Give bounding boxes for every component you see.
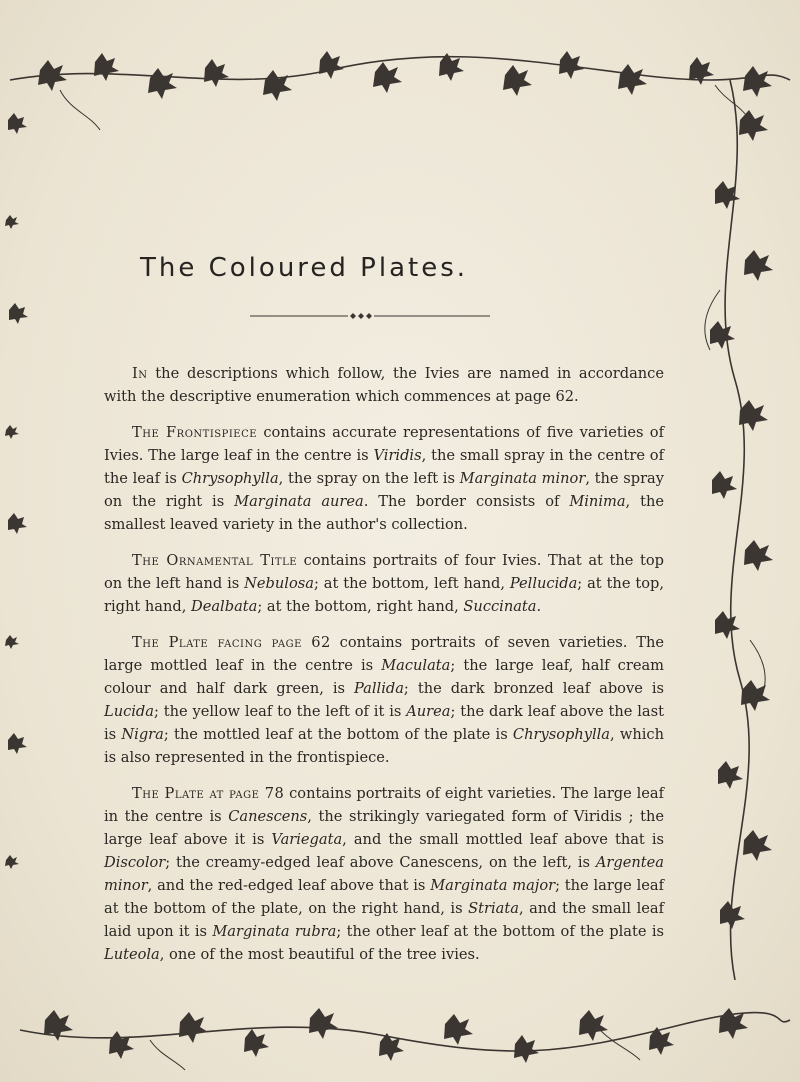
- text-run: , and the small leaf laid upon it is: [104, 900, 664, 940]
- ivy-border-right: [660, 80, 800, 980]
- variety-name: Argentea minor: [104, 854, 664, 894]
- variety-name: Striata: [468, 900, 519, 917]
- page-title: The Coloured Plates.: [140, 253, 469, 283]
- text-run: . The border consists of: [363, 493, 570, 510]
- text-run: ; the large leaf at the bottom of the plate, on the right hand, is: [104, 877, 664, 917]
- text-run: , the spray on the left is: [278, 470, 460, 487]
- variety-name: Minima: [569, 493, 626, 510]
- text-run: ; at the bottom, left hand,: [313, 575, 510, 592]
- paragraph: [104, 421, 664, 536]
- variety-name: Chrysophylla: [181, 470, 279, 487]
- paragraph-lead: The Plate facing page 62: [132, 634, 331, 651]
- text-run: , the small spray in the centre of the leaf is: [104, 447, 664, 487]
- paragraph-lead: In: [132, 365, 148, 382]
- paragraph-lead: The Ornamental Title: [132, 552, 298, 569]
- variety-name: Nigra: [121, 726, 164, 743]
- text-run: , the smallest leaved variety in the author's collection.: [104, 493, 664, 533]
- variety-name: Dealbata: [191, 598, 258, 615]
- text-run: ; at the bottom, right hand,: [257, 598, 464, 615]
- text-run: ; the dark leaf above the last is: [104, 703, 664, 743]
- text-run: , and the small mottled leaf above that is: [342, 831, 664, 848]
- paragraph-lead: The Frontispiece: [132, 424, 258, 441]
- paragraph: [104, 782, 664, 966]
- text-run: ; the dark bronzed leaf above is: [403, 680, 664, 697]
- variety-name: Aurea: [406, 703, 451, 720]
- variety-name: Maculata: [381, 657, 451, 674]
- text-run: , and the red-edged leaf above that is: [147, 877, 431, 894]
- text-run: .: [536, 598, 542, 615]
- text-run: , which is also represented in the frontispiece.: [104, 726, 665, 766]
- text-run: , one of the most beautiful of the tree ivies.: [159, 946, 480, 963]
- text-run: ; the mottled leaf at the bottom of the plate is: [163, 726, 513, 743]
- text-run: ; the other leaf at the bottom of the plate is: [336, 923, 664, 940]
- text-run: ; the large leaf, half cream colour and half dark green, is: [104, 657, 664, 697]
- title-ornament: [250, 313, 490, 319]
- variety-name: Marginata rubra: [212, 923, 337, 940]
- variety-name: Viridis: [373, 447, 422, 464]
- paragraph-lead: The Plate at page 78: [132, 785, 285, 802]
- variety-name: Pellucida: [509, 575, 578, 592]
- variety-name: Pallida: [354, 680, 404, 697]
- variety-name: Marginata minor: [459, 470, 586, 487]
- plates-description: [104, 362, 664, 979]
- ivy-border-left: [0, 100, 40, 980]
- paragraph: [104, 631, 664, 769]
- paragraph: [104, 549, 664, 618]
- text-run: , the spray on the right is: [104, 470, 664, 510]
- variety-name: Lucida: [104, 703, 154, 720]
- text-run: contains accurate representations of five varieties of Ivies. The large leaf in the centre is: [104, 424, 664, 464]
- variety-name: Marginata aurea: [234, 493, 364, 510]
- text-run: contains portraits of four Ivies. That at the top on the left hand is: [104, 552, 664, 592]
- variety-name: Luteola: [104, 946, 160, 963]
- variety-name: Marginata major: [430, 877, 556, 894]
- variety-name: Canescens: [228, 808, 308, 825]
- variety-name: Variegata: [271, 831, 343, 848]
- text-run: ; the yellow leaf to the left of it is: [153, 703, 407, 720]
- text-run: contains portraits of seven varieties. The large mottled leaf in the centre is: [104, 634, 664, 674]
- variety-name: Discolor: [104, 854, 166, 871]
- text-run: contains portraits of eight varieties. The large leaf in the centre is: [104, 785, 664, 825]
- text-run: ; the creamy-edged leaf above Canescens, on the left, is: [165, 854, 596, 871]
- variety-name: Nebulosa: [244, 575, 314, 592]
- text-run: ; at the top, right hand,: [104, 575, 664, 615]
- text-run: the descriptions which follow, the Ivies are named in accordance with the descriptive enumeration which commences at page 62.: [104, 365, 664, 405]
- variety-name: Chrysophylla: [512, 726, 611, 743]
- text-run: , the strikingly variegated form of Viridis ; the large leaf above it is: [104, 808, 664, 848]
- variety-name: Succinata: [463, 598, 537, 615]
- paragraph: [104, 362, 664, 408]
